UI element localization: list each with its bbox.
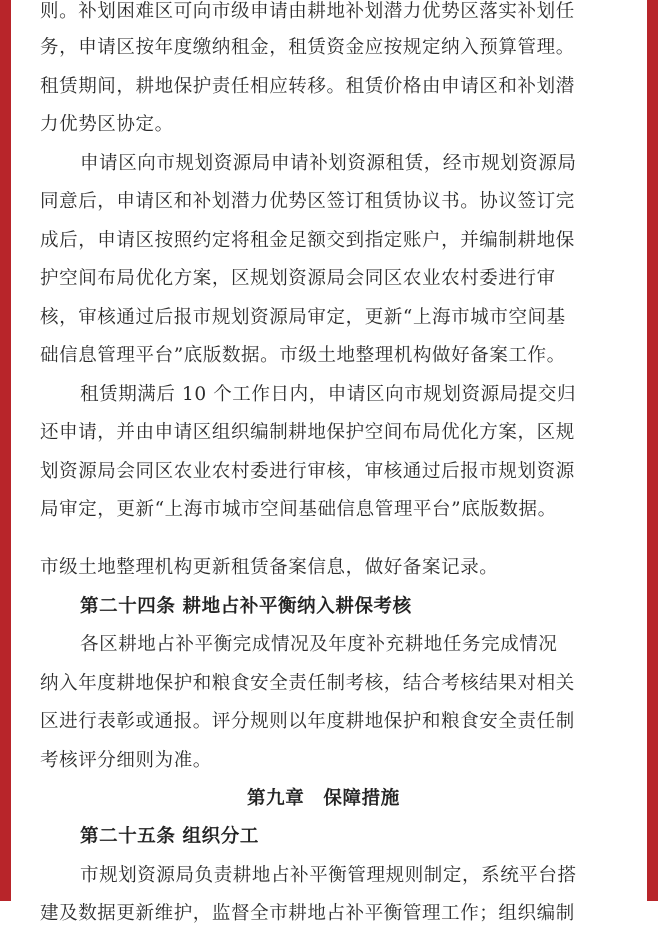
paragraph-line: 局审定，更新“上海市城市空间基础信息管理平台”底版数据。 [40,499,557,520]
paragraph-line: 核，审核通过后报市规划资源局审定，更新“上海市城市空间基 [40,307,566,328]
article-25-heading: 第二十五条 组织分工 [80,826,259,847]
paragraph-line: 考核评分细则为准。 [40,750,212,771]
paragraph-line: 租赁期间，耕地保护责任相应转移。租赁价格由申请区和补划潜 [40,76,575,97]
paragraph-line: 务，申请区按年度缴纳租金，租赁资金应按规定纳入预算管理。 [40,37,575,58]
paragraph-line: 础信息管理平台”底版数据。市级土地整理机构做好备案工作。 [40,345,566,366]
paragraph-line: 区进行表彰或通报。评分规则以年度耕地保护和粮食安全责任制 [40,711,575,732]
paragraph-line: 力优势区协定。 [40,114,174,135]
article-24-heading: 第二十四条 耕地占补平衡纳入耕保考核 [80,596,412,617]
paragraph-line: 市规划资源局负责耕地占补平衡管理规则制定，系统平台搭 [80,865,577,886]
chapter-9-heading: 第九章 保障措施 [247,788,400,809]
paragraph-line: 则。补划困难区可向市级申请由耕地补划潜力优势区落实补划任 [40,1,575,22]
paragraph-line: 同意后，申请区和补划潜力优势区签订租赁协议书。协议签订完 [40,191,575,212]
paragraph-line: 市级土地整理机构更新租赁备案信息，做好备案记录。 [40,557,499,578]
paragraph-line: 申请区向市规划资源局申请补划资源租赁，经市规划资源局 [80,153,577,174]
right-red-border [647,0,658,901]
left-red-border [0,0,11,901]
paragraph-line: 还申请，并由申请区组织编制耕地保护空间布局优化方案，区规 [40,422,575,443]
paragraph-line: 护空间布局优化方案，区规划资源局会同区农业农村委进行审 [40,268,556,289]
paragraph-line: 租赁期满后 10 个工作日内，申请区向市规划资源局提交归 [80,384,577,405]
paragraph-line: 各区耕地占补平衡完成情况及年度补充耕地任务完成情况 [80,634,558,655]
paragraph-line: 纳入年度耕地保护和粮食安全责任制考核，结合考核结果对相关 [40,673,575,694]
paragraph-line: 成后，申请区按照约定将租金足额交到指定账户，并编制耕地保 [40,230,575,251]
paragraph-line: 划资源局会同区农业农村委进行审核，审核通过后报市规划资源 [40,461,575,482]
paragraph-line: 建及数据更新维护，监督全市耕地占补平衡管理工作；组织编制 [40,903,575,924]
